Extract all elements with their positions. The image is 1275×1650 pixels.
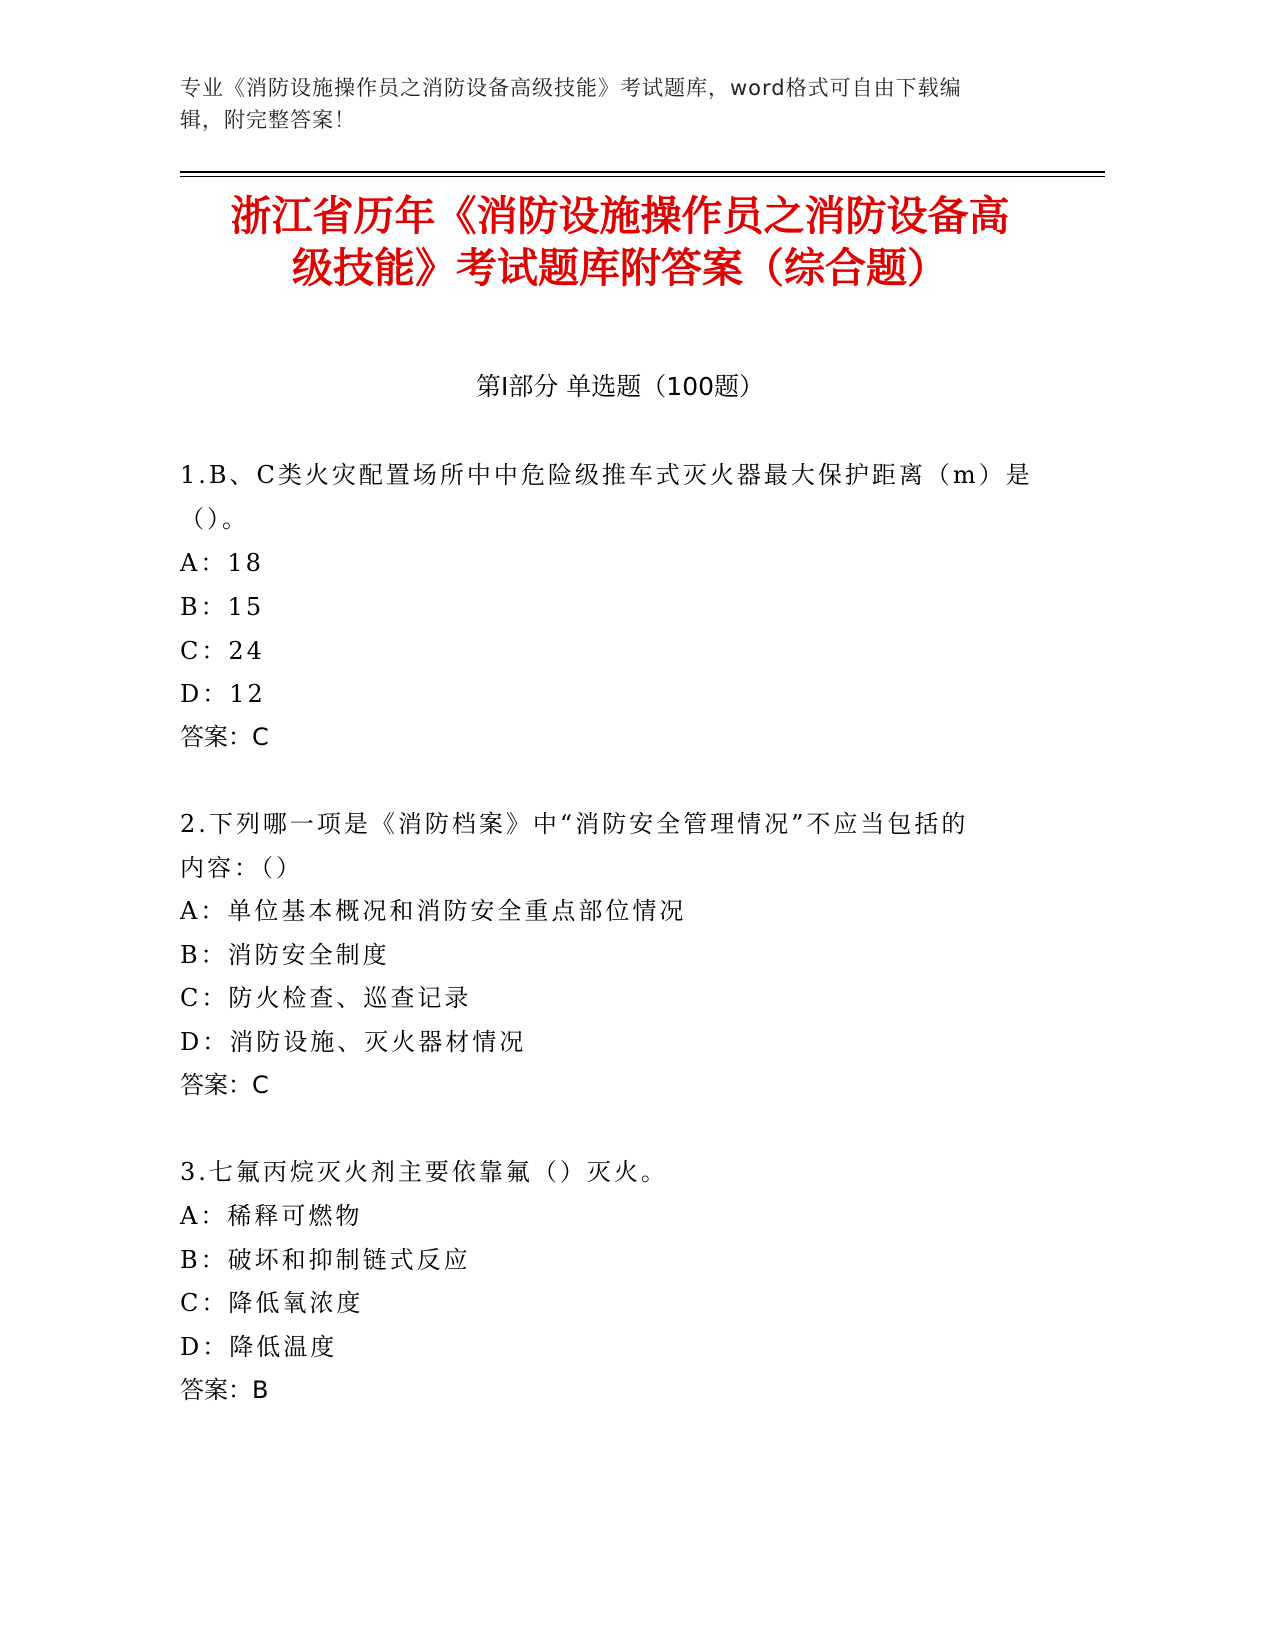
question-2-option-d: D：消防设施、灭火器材情况	[180, 1028, 527, 1056]
section-title: 第Ⅰ部分 单选题（100题）	[475, 372, 765, 401]
question-1-option-d: D：12	[180, 680, 266, 708]
question-3-option-a: A：稀释可燃物	[180, 1202, 363, 1230]
question-1-stem-line-2: （）。	[180, 505, 249, 533]
document-title	[180, 190, 1060, 294]
header-divider-thin	[180, 176, 1105, 177]
header-note	[180, 72, 1060, 136]
question-2-option-c: C：防火检查、巡查记录	[180, 984, 472, 1012]
question-3-option-b: B：破坏和抑制链式反应	[180, 1246, 471, 1274]
question-2-stem-line-2: 内容：（）	[180, 854, 303, 882]
question-2-option-a: A：单位基本概况和消防安全重点部位情况	[180, 897, 687, 925]
question-1-answer: 答案：C	[180, 723, 269, 751]
header-note-line-2: 辑，附完整答案！	[180, 108, 356, 132]
question-3-answer: 答案：B	[180, 1376, 269, 1404]
question-1-stem-line-1: 1.B、C类火灾配置场所中中危险级推车式灭火器最大保护距离（m）是	[180, 461, 1033, 489]
question-2-stem-line-1: 2.下列哪一项是《消防档案》中“消防安全管理情况”不应当包括的	[180, 810, 969, 838]
question-2-answer: 答案：C	[180, 1071, 269, 1099]
question-3-option-d: D：降低温度	[180, 1333, 338, 1361]
header-note-line-1: 专业《消防设施操作员之消防设备高级技能》考试题库，word格式可自由下载编	[180, 76, 962, 100]
document-title-line-2: 级技能》考试题库附答案（综合题）	[292, 244, 948, 292]
question-3-stem-line-1: 3.七氟丙烷灭火剂主要依靠氟（）灭火。	[180, 1158, 668, 1186]
document-title-line-1: 浙江省历年《消防设施操作员之消防设备高	[230, 192, 1010, 240]
header-divider-thick	[180, 171, 1105, 173]
question-1-option-c: C：24	[180, 637, 265, 665]
question-2-option-b: B：消防安全制度	[180, 941, 390, 969]
question-1-option-a: A：18	[180, 549, 264, 577]
question-1-option-b: B：15	[180, 593, 265, 621]
question-3-option-c: C：降低氧浓度	[180, 1289, 364, 1317]
